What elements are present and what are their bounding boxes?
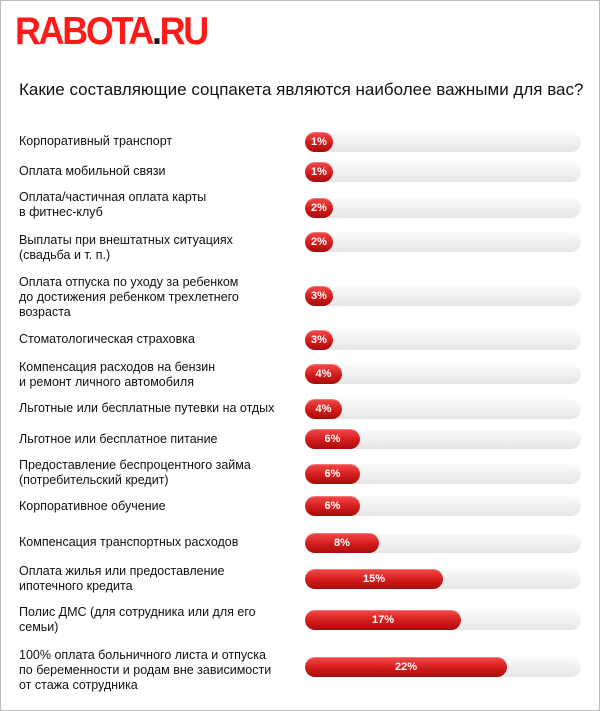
- bar-track: [305, 496, 581, 516]
- chart-title: Какие составляющие соцпакета являются наиболее важными для вас?: [19, 80, 584, 99]
- bar-label-line: (свадьба и т. п.): [19, 248, 111, 262]
- bar-track: [305, 399, 581, 419]
- bar-label: [19, 190, 289, 220]
- bar-value-label: 6%: [324, 433, 341, 445]
- bar-track: [305, 533, 581, 553]
- bar-label: [19, 275, 289, 320]
- bar-track: [305, 429, 581, 449]
- bar-label-line: по беременности и родам вне зависимости: [19, 663, 272, 677]
- bar-label-line: Льготные или бесплатные путевки на отдых: [19, 401, 275, 415]
- bar-label-line: Выплаты при внештатных ситуациях: [19, 233, 233, 247]
- bar-label-line: Компенсация транспортных расходов: [19, 535, 239, 549]
- bar-label-line: от стажа сотрудника: [19, 678, 138, 692]
- bar-label: [19, 648, 289, 693]
- bar-value-label: 4%: [315, 368, 332, 380]
- bar-label-line: Стоматологическая страховка: [19, 332, 195, 346]
- bar-label-line: семьи): [19, 620, 59, 634]
- bar-value-label: 3%: [311, 290, 327, 302]
- rabota-logo: [15, 12, 207, 52]
- bar-value-label: 15%: [362, 573, 386, 585]
- bar-track: [305, 330, 581, 350]
- bar-label-line: до достижения ребенком трехлетнего: [19, 290, 239, 304]
- bar-label: [19, 458, 289, 488]
- bar-label-line: ипотечного кредита: [19, 579, 133, 593]
- bar-value-label: 22%: [394, 661, 418, 673]
- bar-label: [19, 360, 289, 390]
- bar-value-label: 1%: [311, 136, 327, 148]
- bar-track: [305, 162, 581, 182]
- bar-track: [305, 464, 581, 484]
- bar-label-line: возраста: [19, 305, 71, 319]
- bar-value-label: 3%: [311, 334, 327, 346]
- bar-label-line: Оплата мобильной связи: [19, 164, 166, 178]
- logo-dot: .: [152, 10, 160, 53]
- bar-track: [305, 132, 581, 152]
- bar-value-label: 6%: [324, 468, 341, 480]
- bar-label-line: 100% оплата больничного листа и отпуска: [19, 648, 266, 662]
- bar-label: [19, 332, 289, 347]
- bar-label-line: Корпоративный транспорт: [19, 134, 173, 148]
- bar-track: [305, 610, 581, 630]
- bar-label: [19, 164, 289, 179]
- bar-label: [19, 535, 289, 550]
- bar-track: [305, 198, 581, 218]
- bar-value-label: 8%: [334, 537, 350, 549]
- bar-track: [305, 286, 581, 306]
- bar-label: [19, 401, 289, 416]
- bar-label-line: Оплата жилья или предоставление: [19, 564, 225, 578]
- bar-track: [305, 569, 581, 589]
- bar-label-line: в фитнес-клуб: [19, 205, 103, 219]
- bar-value-label: 17%: [371, 614, 395, 626]
- bar-track: [305, 232, 581, 252]
- bar-value-label: 4%: [315, 403, 332, 415]
- bar-value-label: 2%: [311, 236, 327, 248]
- bar-label: [19, 134, 289, 149]
- bar-label: [19, 564, 289, 594]
- bar-label: [19, 499, 289, 514]
- bar-label-line: Предоставление беспроцентного займа: [19, 458, 251, 472]
- bar-label-line: Полис ДМС (для сотрудника или для его: [19, 605, 256, 619]
- bar-value-label: 2%: [311, 202, 327, 214]
- bar-label: [19, 233, 289, 263]
- logo-main: RABOTA: [15, 10, 153, 53]
- bar-label-line: Оплата/частичная оплата карты: [19, 190, 207, 204]
- bar-label-line: Льготное или бесплатное питание: [19, 432, 218, 446]
- bar-track: [305, 364, 581, 384]
- bar-value-label: 6%: [324, 500, 341, 512]
- bar-label-line: Компенсация расходов на бензин: [19, 360, 216, 374]
- bar-track: [305, 657, 581, 677]
- bar-label-line: и ремонт личного автомобиля: [19, 375, 194, 389]
- bar-label: [19, 432, 289, 447]
- bar-label-line: Оплата отпуска по уходу за ребенком: [19, 275, 239, 289]
- bar-label: [19, 605, 289, 635]
- bar-label-line: (потребительский кредит): [19, 473, 169, 487]
- bar-value-label: 1%: [311, 166, 327, 178]
- logo-suffix: RU: [159, 10, 207, 53]
- bar-label-line: Корпоративное обучение: [19, 499, 166, 513]
